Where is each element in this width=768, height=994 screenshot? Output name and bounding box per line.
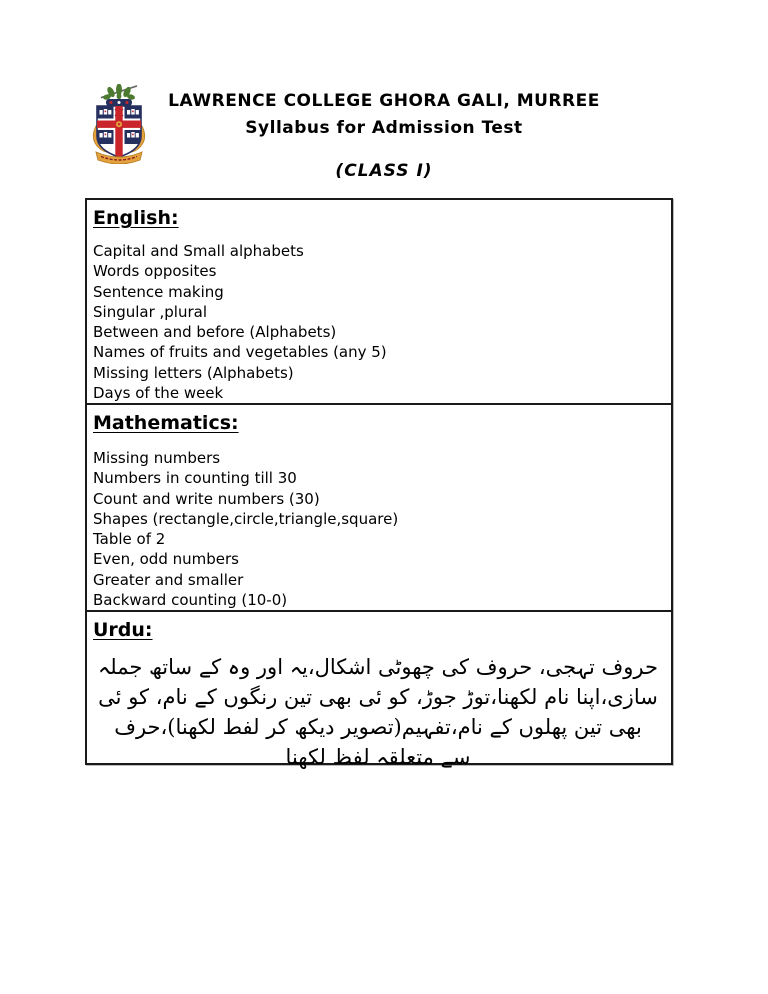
urdu-paragraph: حروف تہجی، حروف کی چھوٹی اشکال،یہ اور وہ کے ساتھ جملہ سازی،اپنا نام لکھنا،توڑ جوڑ، کو ئی بھی تین رنگوں کے نام، کو ئی بھی تین پھلوں کے نام،تفہیم(تصویر دیکھ کر لفط لکھنا)،حرف سے متعلقہ لفظ لکھنا <box>97 655 659 770</box>
syllabus-item: Days of the week <box>93 384 224 403</box>
syllabus-item: Words opposites <box>93 262 217 281</box>
section-mathematics <box>87 405 671 612</box>
syllabus-item: Sentence making <box>93 282 224 301</box>
syllabus-item: Count and write numbers (30) <box>93 489 320 508</box>
syllabus-table <box>85 198 673 770</box>
syllabus-item: Even, odd numbers <box>93 550 239 569</box>
syllabus-item: Table of 2 <box>93 530 166 549</box>
syllabus-item: Backward counting (10-0) <box>93 591 288 610</box>
mathematics-item-list <box>93 448 663 610</box>
document-title: Syllabus for Admission Test <box>245 118 523 138</box>
section-urdu <box>87 612 671 772</box>
syllabus-item: Names of fruits and vegetables (any 5) <box>93 343 387 362</box>
section-english <box>87 200 671 405</box>
syllabus-item: Between and before (Alphabets) <box>93 323 337 342</box>
syllabus-item: Numbers in counting till 30 <box>93 469 297 488</box>
college-name: LAWRENCE COLLEGE GHORA GALI, MURREE <box>168 91 600 111</box>
syllabus-item: Greater and smaller <box>93 570 244 589</box>
class-label: (CLASS I) <box>335 161 433 181</box>
syllabus-item: Singular ,plural <box>93 302 208 321</box>
section-heading-urdu: Urdu: <box>93 619 153 642</box>
document-header <box>0 88 768 142</box>
english-item-list <box>93 241 663 403</box>
syllabus-item: Capital and Small alphabets <box>93 242 304 260</box>
syllabus-item: Shapes (rectangle,circle,triangle,square) <box>93 509 399 528</box>
section-heading-mathematics: Mathematics: <box>93 412 239 434</box>
syllabus-item: Missing numbers <box>93 449 221 467</box>
section-heading-english: English: <box>93 207 179 229</box>
syllabus-item: Missing letters (Alphabets) <box>93 363 294 382</box>
